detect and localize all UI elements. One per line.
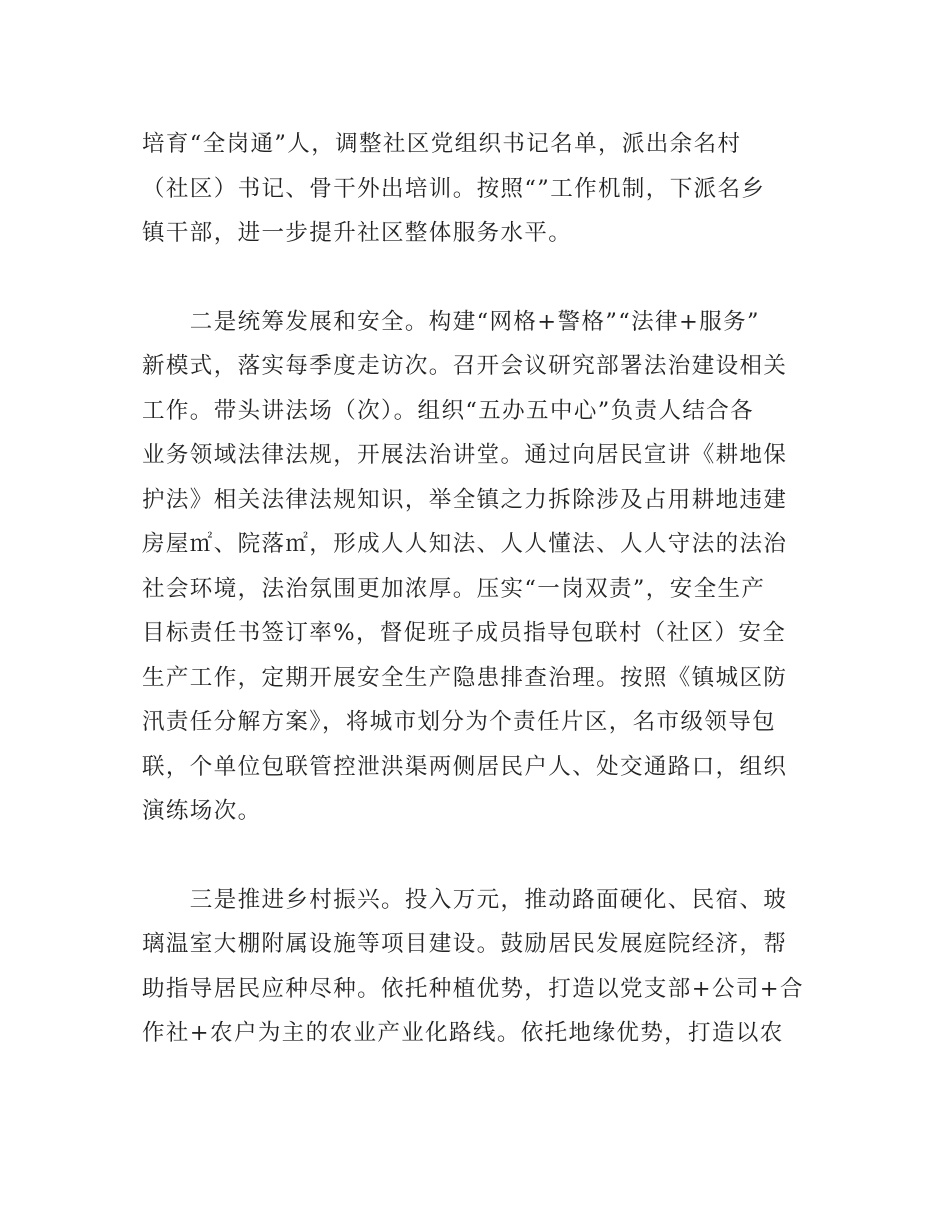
text-line: （社区）书记、骨干外出培训。按照“”工作机制，下派名乡 [142,175,766,202]
text-line: 三是推进乡村振兴。投入万元，推动路面硬化、民宿、玻 [142,886,788,913]
text-line: 业务领域法律法规，开展法治讲堂。通过向居民宣讲《耕地保 [142,442,788,468]
paragraph-community-training [142,122,814,256]
text-line: 璃温室大棚附属设施等项目建设。鼓励居民发展庭院经济，帮 [142,931,788,957]
text-line: 联，个单位包联管控泄洪渠两侧居民户人、处交通路口，组织 [142,753,788,780]
text-line: 新模式，落实每季度走访次。召开会议研究部署法治建设相关 [142,353,788,379]
text-line: 培育“全岗通”人，调整社区党组织书记名单，派出余名村 [142,131,742,157]
text-line: 助指导居民应种尽种。依托种植优势，打造以党支部+公司+合 [142,975,804,1002]
text-line: 目标责任书签订率%，督促班子成员指导包联村（社区）安全 [142,620,787,646]
paragraph-development-and-safety [142,300,814,834]
text-line: 工作。带头讲法场（次）。组织“五办五中心”负责人结合各 [142,397,755,424]
text-line: 作社+农户为主的农业产业化路线。依托地缘优势，打造以农 [142,1020,784,1046]
text-line: 社会环境，法治氛围更加浓厚。压实“一岗双责”，安全生产 [142,575,766,602]
paragraph-rural-revitalization [142,878,814,1056]
text-line: 房屋㎡、院落㎡，形成人人知法、人人懂法、人人守法的法治 [142,531,788,557]
text-line: 演练场次。 [142,798,262,824]
text-line: 护法》相关法律法规知识，举全镇之力拆除涉及占用耕地违建 [142,486,788,513]
document-page [142,122,814,1056]
paragraph-spacer [142,834,814,878]
paragraph-spacer [142,256,814,300]
text-line: 二是统筹发展和安全。构建“网格+警格”“法律+服务” [142,308,760,335]
text-line: 镇干部，进一步提升社区整体服务水平。 [142,220,573,246]
text-line: 汛责任分解方案》，将城市划分为个责任片区，名市级领导包 [142,709,777,735]
text-line: 生产工作，定期开展安全生产隐患排查治理。按照《镇城区防 [142,664,788,691]
